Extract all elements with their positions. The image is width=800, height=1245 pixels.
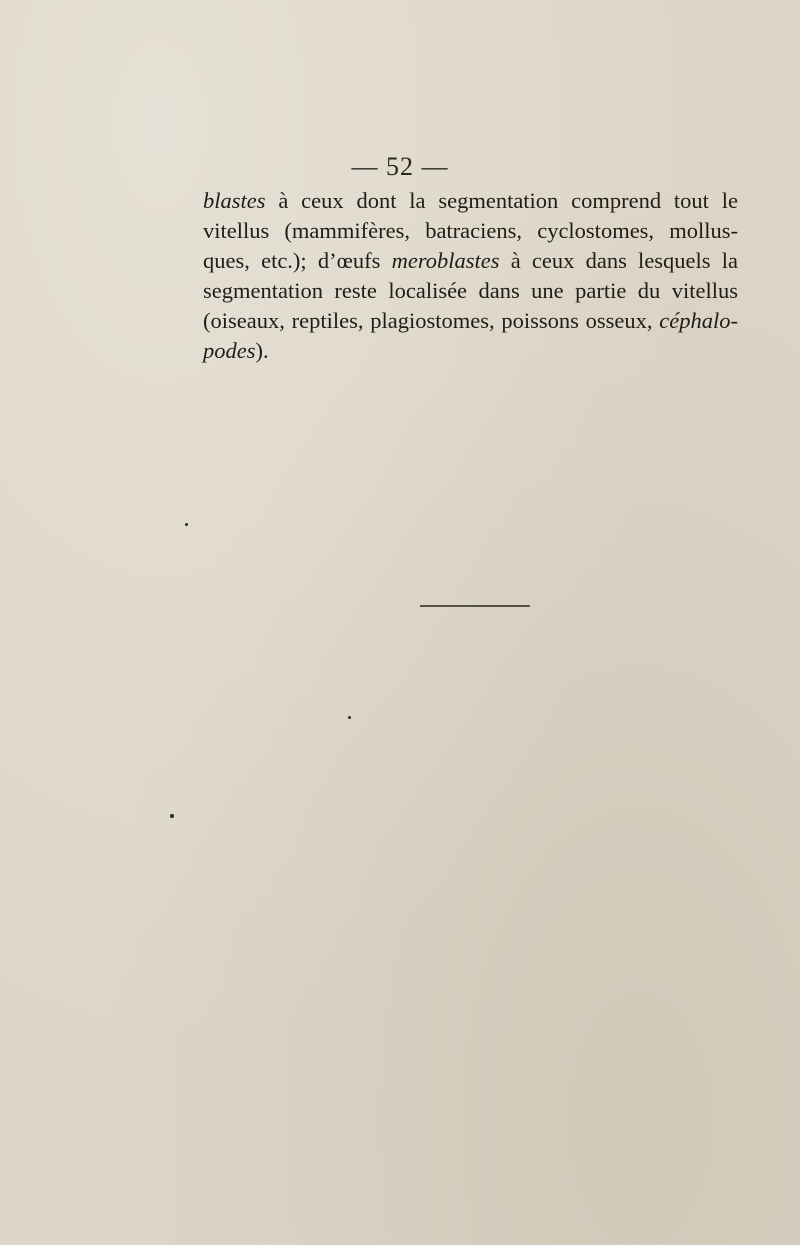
text-run: blastes bbox=[203, 188, 266, 213]
paragraph bbox=[203, 186, 738, 366]
text-run: à ceux dont la segmentation comprend tout le bbox=[265, 188, 738, 213]
text-run: ). bbox=[255, 338, 269, 363]
text-run: (oiseaux, reptiles, plagiostomes, poissons osseux, bbox=[203, 308, 660, 333]
text-line bbox=[203, 306, 738, 336]
text-line bbox=[203, 216, 738, 246]
text-run: podes bbox=[203, 338, 256, 363]
text-line bbox=[203, 276, 738, 306]
text-line bbox=[203, 186, 738, 216]
ink-speck bbox=[348, 716, 351, 719]
text-run: segmentation reste localisée dans une partie du vitellus bbox=[203, 278, 738, 303]
text-run: vitellus (mammifères, batraciens, cyclostomes, mollus- bbox=[203, 218, 738, 243]
text-line bbox=[203, 336, 738, 366]
text-run: à ceux dans lesquels la bbox=[499, 248, 738, 273]
page-number: — 52 — bbox=[351, 152, 449, 181]
text-run: ques, etc.); d’œufs bbox=[203, 248, 392, 273]
separator-rule bbox=[420, 605, 530, 607]
ink-speck bbox=[170, 814, 174, 818]
text-run: meroblastes bbox=[391, 248, 500, 273]
ink-speck bbox=[185, 523, 188, 526]
text-line bbox=[203, 246, 738, 276]
text-run: céphalo- bbox=[659, 308, 738, 333]
